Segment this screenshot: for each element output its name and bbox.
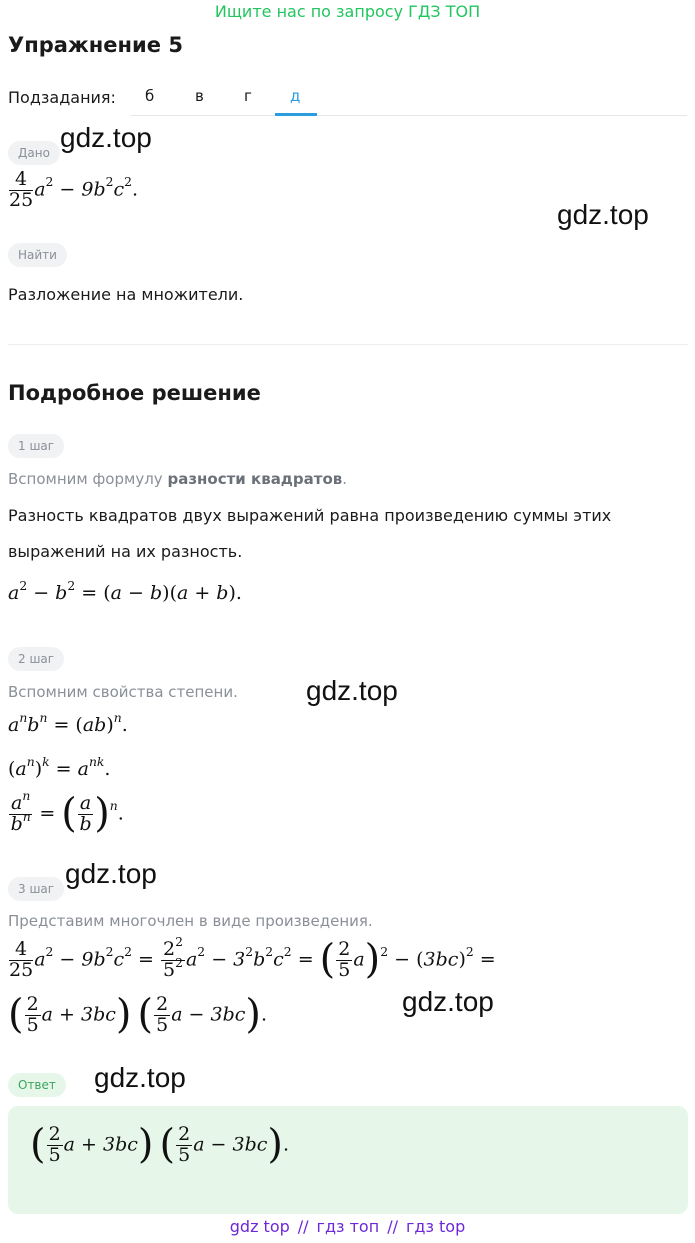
solution-title: Подробное решение bbox=[8, 381, 261, 405]
step3-line2: ( $\frac{2}{5}$ a + 3bc) ( $\frac{2}{5}$ a − 3bc). bbox=[8, 991, 268, 1038]
subtasks-label: Подзадания: bbox=[8, 88, 116, 107]
step2-intro: Вспомним свойства степени. bbox=[8, 683, 238, 701]
tab-v[interactable]: в bbox=[195, 87, 204, 105]
watermark: gdz.top bbox=[65, 858, 157, 889]
step1-text-line2: выражений на их разность. bbox=[8, 542, 243, 561]
footer-link-2[interactable]: гдз топ bbox=[316, 1217, 380, 1236]
step1-formula: $a^2 - b^2 = (a - b)(a + b)$. bbox=[8, 578, 242, 604]
tab-d[interactable]: д bbox=[290, 87, 301, 105]
find-badge: Найти bbox=[8, 243, 67, 267]
tabs-divider bbox=[130, 115, 687, 116]
section-divider bbox=[8, 344, 688, 345]
step1-intro-bold: разности квадратов bbox=[167, 470, 343, 488]
step3-intro: Представим многочлен в виде произведения. bbox=[8, 912, 373, 930]
watermark: gdz.top bbox=[94, 1062, 186, 1093]
step1-badge: 1 шаг bbox=[8, 434, 64, 458]
answer-expression: ( $\frac{2}{5}$ a + 3bc) ( $\frac{2}{5}$ a − 3bc). bbox=[30, 1121, 290, 1168]
active-tab-underline bbox=[275, 113, 317, 116]
step1-intro: Вспомним формулу разности квадратов. bbox=[8, 470, 348, 488]
watermark: gdz.top bbox=[60, 122, 152, 153]
step2-badge: 2 шаг bbox=[8, 647, 64, 671]
footer-links bbox=[0, 1217, 695, 1236]
step3-badge: 3 шаг bbox=[8, 877, 64, 901]
promo-banner[interactable]: Ищите нас по запросу ГДЗ ТОП bbox=[214, 2, 481, 21]
step1-text-line1: Разность квадратов двух выражений равна произведению суммы этих bbox=[8, 506, 612, 525]
tab-b[interactable]: б bbox=[145, 87, 155, 105]
footer-link-3[interactable]: гдз top bbox=[405, 1217, 466, 1236]
tab-g[interactable]: г bbox=[244, 87, 252, 105]
given-badge: Дано bbox=[8, 141, 60, 165]
answer-badge: Ответ bbox=[8, 1073, 66, 1097]
watermark: gdz.top bbox=[557, 199, 649, 230]
footer-separator: // bbox=[387, 1217, 398, 1236]
find-text: Разложение на множители. bbox=[8, 285, 244, 304]
step3-line1: $\frac{4}{25}$ $a^2 - 9b^2c^2$ = $\frac{2^2}{5^2}$ $a^2 - 3^2b^2c^2$ = ( $\frac{2}{5}$ $a)^2 - (3bc)^2$ = bbox=[9, 934, 496, 983]
step2-formula-2: $(a^n)^k = a^{nk}$. bbox=[8, 754, 111, 780]
footer-link-1[interactable]: gdz top bbox=[229, 1217, 290, 1236]
given-expression: $\frac{4}{25}$ $a^2 - 9b^2c^2$. bbox=[9, 168, 139, 211]
step2-formula-1: $a^nb^n = (ab)^n$. bbox=[8, 710, 128, 736]
watermark: gdz.top bbox=[402, 986, 494, 1017]
step2-formula-3: $\frac{a^n}{b^n}$ = ( $\frac{a}{b}$ )$^n$. bbox=[10, 788, 124, 837]
footer-separator: // bbox=[297, 1217, 309, 1236]
exercise-title: Упражнение 5 bbox=[8, 33, 183, 57]
watermark: gdz.top bbox=[306, 675, 398, 706]
